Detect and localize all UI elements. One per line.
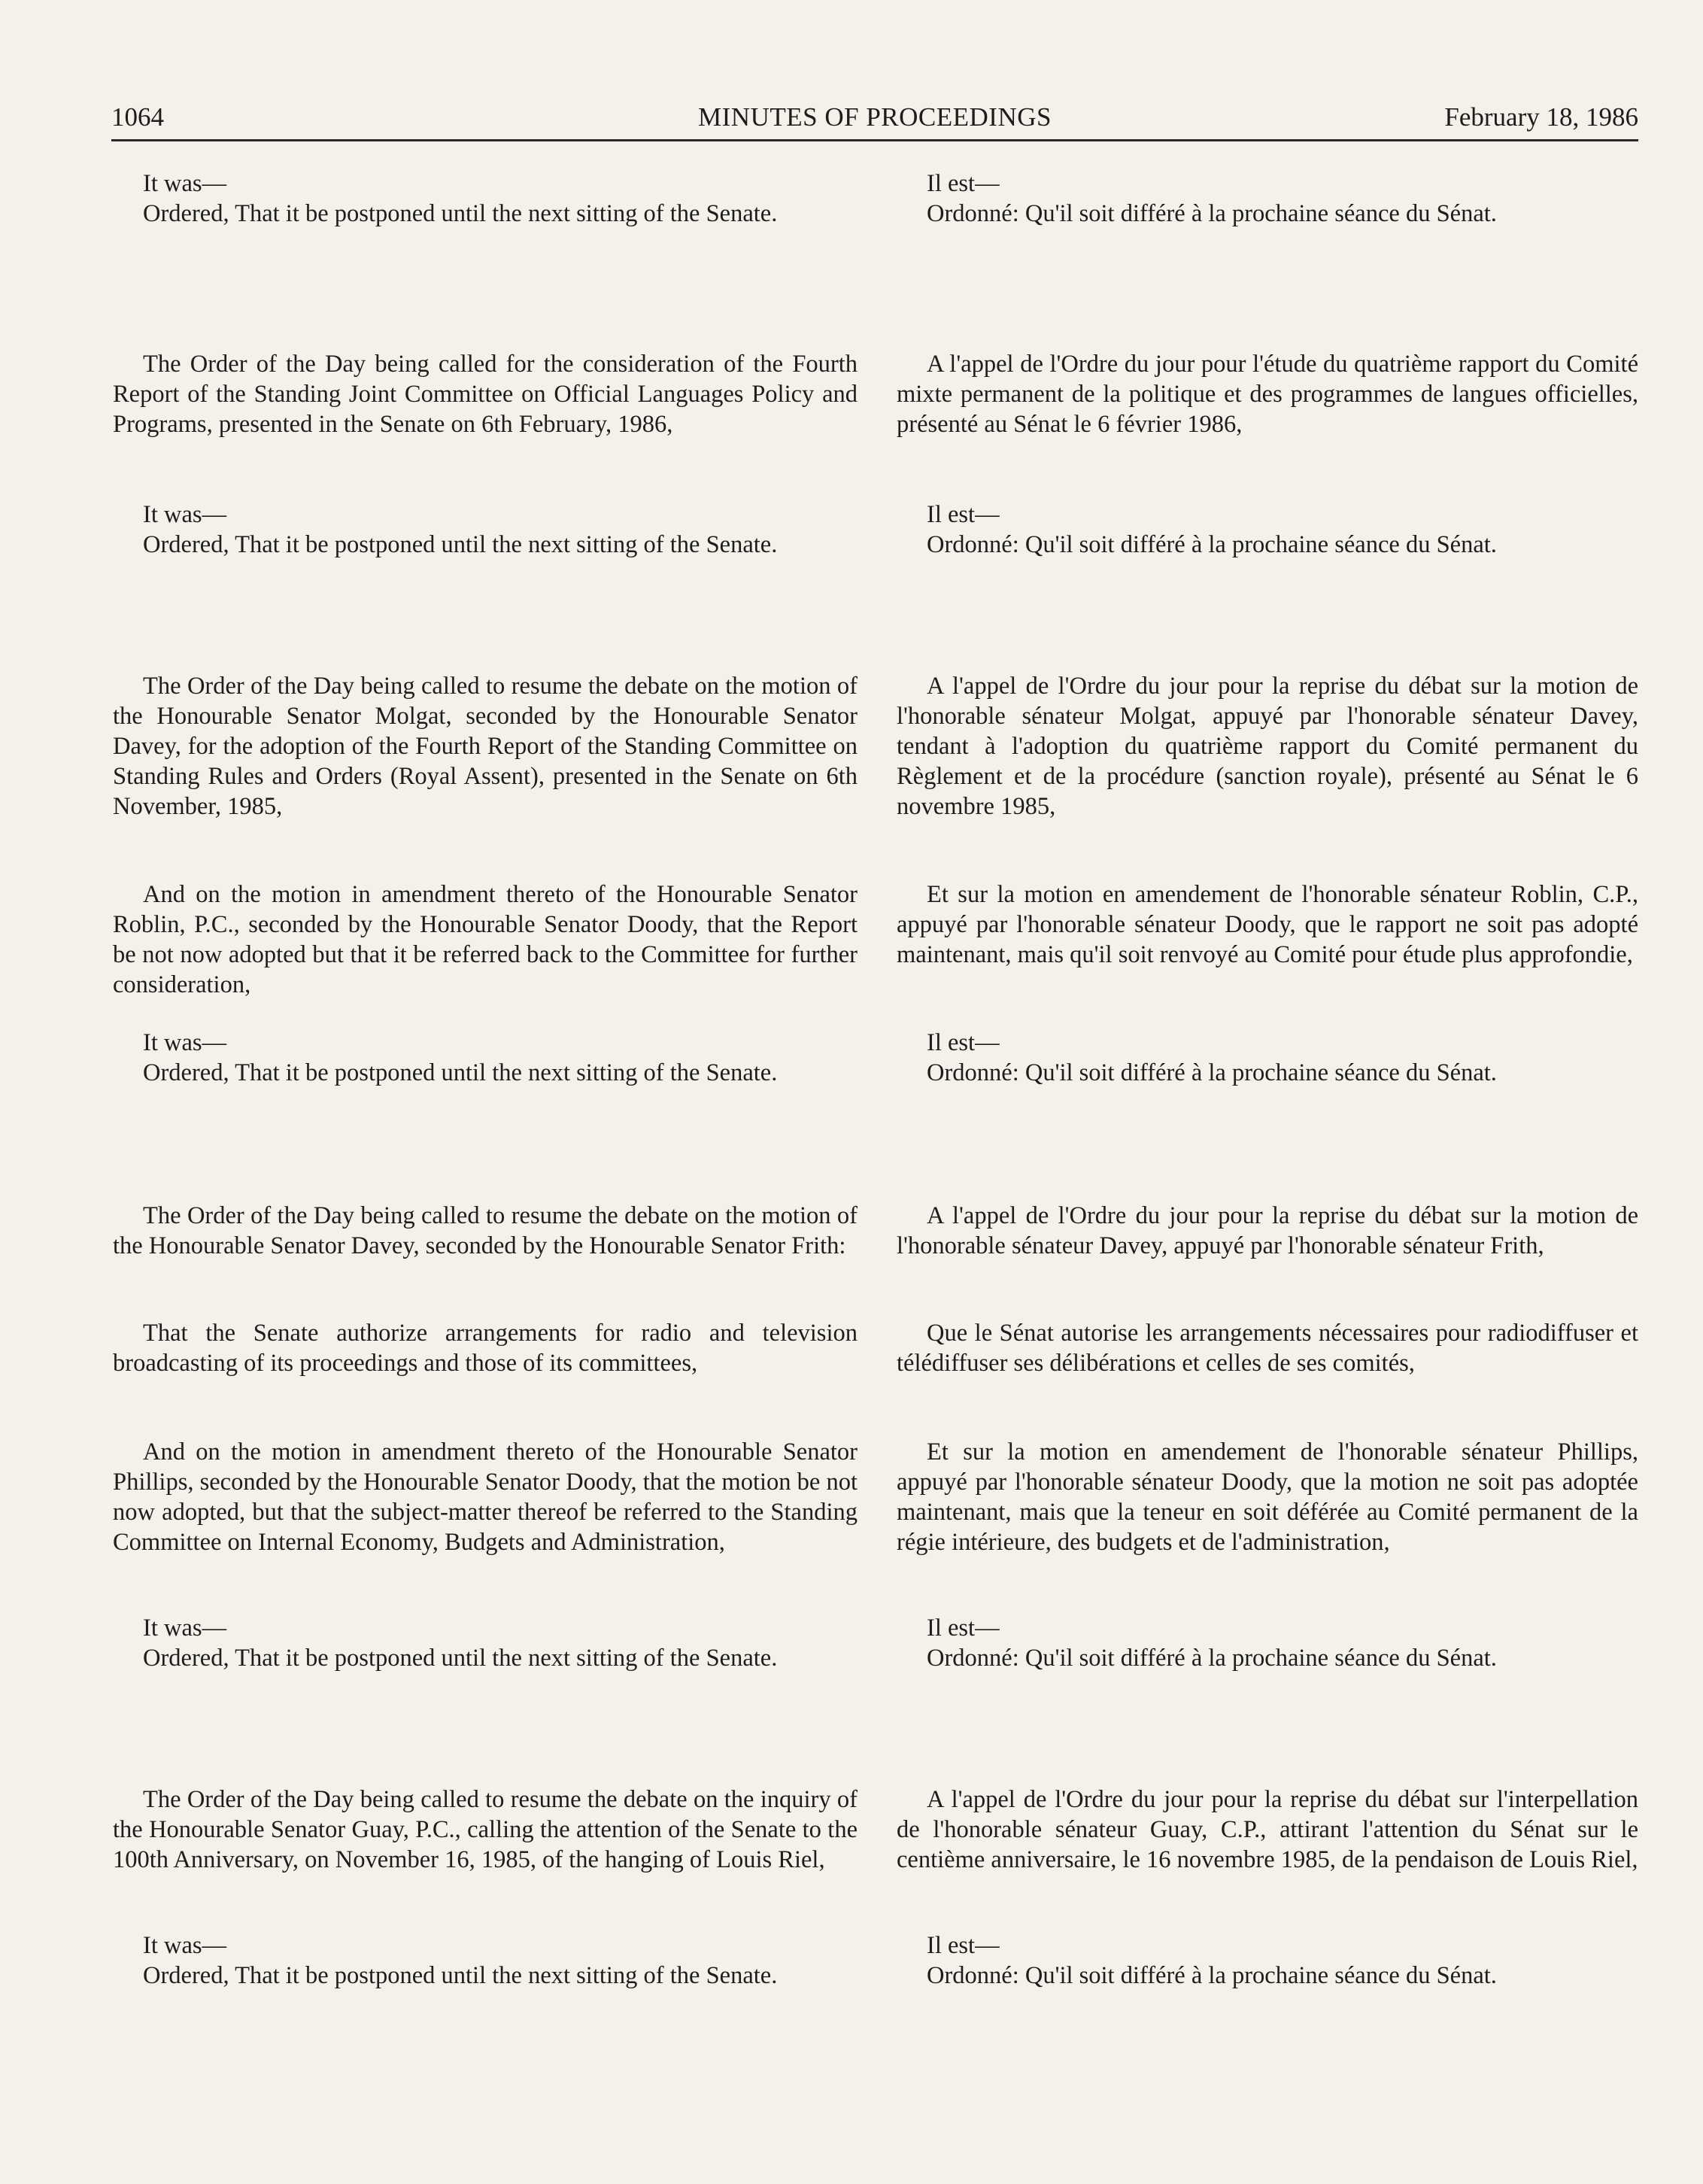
en-block-3 (113, 500, 858, 560)
running-header (111, 98, 1638, 137)
en-block-9 (113, 1437, 858, 1557)
fr-ordonne: Ordonné: Qu'il soit différé à la prochaine séance du Sénat. (927, 531, 1497, 558)
en-paragraph: And on the motion in amendment thereto of the Honourable Senator Roblin, P.C., seconded by the Honourable Senator Doody, that the Report be not now adopted but that it be referred back to the Committee for further consideration, (113, 881, 858, 998)
fr-block-4 (897, 671, 1638, 822)
en-block-4 (113, 671, 858, 822)
fr-block-12 (897, 1930, 1638, 1991)
fr-il-est: Il est— (927, 170, 1000, 197)
en-block-11 (113, 1785, 858, 1875)
page-number: 1064 (111, 102, 164, 132)
fr-il-est: Il est— (927, 501, 1000, 528)
en-block-6 (113, 1028, 858, 1088)
en-it-was: It was— (143, 1932, 227, 1959)
fr-paragraph: A l'appel de l'Ordre du jour pour l'étude du quatrième rapport du Comité mixte permanent de la politique et des programmes de langues officielles, présenté au Sénat le 6 février 1986, (897, 351, 1638, 438)
en-paragraph: The Order of the Day being called to resume the debate on the motion of the Honourable Senator Molgat, seconded by the Honourable Senator Davey, for the adoption of the Fourth Report of the Standing Committee on Standing Rules and Orders (Royal Assent), presented in the Senate on 6th November, 1985, (113, 673, 858, 820)
fr-block-11 (897, 1785, 1638, 1875)
fr-ordonne: Ordonné: Qu'il soit différé à la prochaine séance du Sénat. (927, 1059, 1497, 1086)
header-rule (111, 139, 1638, 141)
fr-block-7 (897, 1201, 1638, 1261)
en-block-2 (113, 349, 858, 439)
en-paragraph: The Order of the Day being called to resume the debate on the motion of the Honourable Senator Davey, seconded by the Honourable Senator Frith: (113, 1202, 858, 1259)
fr-paragraph: A l'appel de l'Ordre du jour pour la reprise du débat sur la motion de l'honorable sénateur Davey, appuyé par l'honorable sénateur Frith, (897, 1202, 1638, 1259)
en-ordered: Ordered, That it be postponed until the next sitting of the Senate. (143, 531, 778, 558)
fr-block-9 (897, 1437, 1638, 1557)
fr-block-2 (897, 349, 1638, 439)
fr-block-10 (897, 1613, 1638, 1673)
en-block-12 (113, 1930, 858, 1991)
page-title: MINUTES OF PROCEEDINGS (698, 102, 1052, 132)
en-paragraph: The Order of the Day being called for the consideration of the Fourth Report of the Standing Joint Committee on Official Languages Policy and Programs, presented in the Senate on 6th February, 1986, (113, 351, 858, 438)
fr-paragraph: A l'appel de l'Ordre du jour pour la reprise du débat sur l'interpellation de l'honorable sénateur Guay, C.P., attirant l'attention du Sénat sur le centième anniversaire, le 16 novembre 1985, de la pendaison de Louis Riel, (897, 1786, 1638, 1873)
fr-block-1 (897, 169, 1638, 229)
en-block-8 (113, 1318, 858, 1378)
fr-il-est: Il est— (927, 1029, 1000, 1056)
en-ordered: Ordered, That it be postponed until the next sitting of the Senate. (143, 200, 778, 227)
fr-il-est: Il est— (927, 1932, 1000, 1959)
fr-paragraph: Et sur la motion en amendement de l'honorable sénateur Phillips, appuyé par l'honorable sénateur Doody, que la motion ne soit pas adoptée maintenant, mais que la teneur en soit déférée au Comité permanent de la régie intérieure, des budgets et de l'administration, (897, 1438, 1638, 1556)
en-block-10 (113, 1613, 858, 1673)
en-ordered: Ordered, That it be postponed until the next sitting of the Senate. (143, 1059, 778, 1086)
fr-block-8 (897, 1318, 1638, 1378)
en-paragraph: The Order of the Day being called to resume the debate on the inquiry of the Honourable Senator Guay, P.C., calling the attention of the Senate to the 100th Anniversary, on November 16, 1985, of the hanging of Louis Riel, (113, 1786, 858, 1873)
fr-block-3 (897, 500, 1638, 560)
en-paragraph: And on the motion in amendment thereto of the Honourable Senator Phillips, seconded by the Honourable Senator Doody, that the motion be not now adopted, but that the subject-matter thereof be referred to the Standing Committee on Internal Economy, Budgets and Administration, (113, 1438, 858, 1556)
fr-block-5 (897, 879, 1638, 970)
en-it-was: It was— (143, 1614, 227, 1642)
fr-paragraph: Que le Sénat autorise les arrangements nécessaires pour radiodiffuser et télédiffuser ses délibérations et celles de ses comités, (897, 1320, 1638, 1377)
fr-ordonne: Ordonné: Qu'il soit différé à la prochaine séance du Sénat. (927, 1645, 1497, 1672)
en-ordered: Ordered, That it be postponed until the next sitting of the Senate. (143, 1645, 778, 1672)
fr-ordonne: Ordonné: Qu'il soit différé à la prochaine séance du Sénat. (927, 200, 1497, 227)
fr-ordonne: Ordonné: Qu'il soit différé à la prochaine séance du Sénat. (927, 1962, 1497, 1989)
en-block-1 (113, 169, 858, 229)
en-it-was: It was— (143, 1029, 227, 1056)
en-block-5 (113, 879, 858, 1000)
fr-paragraph: A l'appel de l'Ordre du jour pour la reprise du débat sur la motion de l'honorable sénateur Molgat, appuyé par l'honorable sénateur Davey, tendant à l'adoption du quatrième rapport du Comité permanent du Règlement et de la procédure (sanction royale), présenté au Sénat le 6 novembre 1985, (897, 673, 1638, 820)
en-ordered: Ordered, That it be postponed until the next sitting of the Senate. (143, 1962, 778, 1989)
fr-block-6 (897, 1028, 1638, 1088)
header-date: February 18, 1986 (1444, 102, 1638, 132)
en-it-was: It was— (143, 501, 227, 528)
en-block-7 (113, 1201, 858, 1261)
fr-paragraph: Et sur la motion en amendement de l'honorable sénateur Roblin, C.P., appuyé par l'honorable sénateur Doody, que le rapport ne soit pas adopté maintenant, mais qu'il soit renvoyé au Comité pour étude plus approfondie, (897, 881, 1638, 968)
en-paragraph: That the Senate authorize arrangements for radio and television broadcasting of its proceedings and those of its committees, (113, 1320, 858, 1377)
fr-il-est: Il est— (927, 1614, 1000, 1642)
en-it-was: It was— (143, 170, 227, 197)
